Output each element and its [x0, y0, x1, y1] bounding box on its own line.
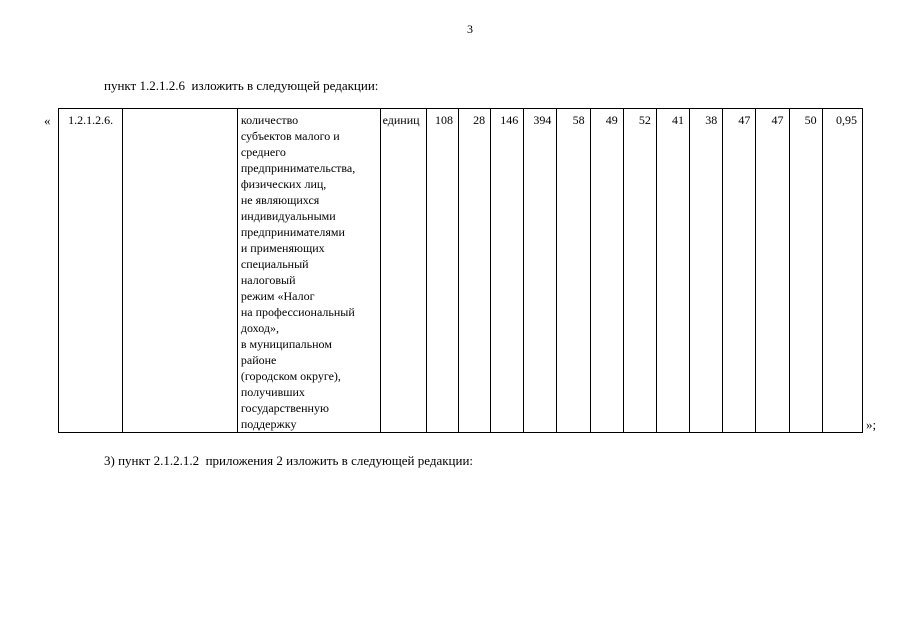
description-cell — [237, 109, 380, 433]
description-line: предпринимателями — [240, 225, 345, 239]
value-cell: 47 — [756, 109, 789, 433]
value-cell: 49 — [590, 109, 623, 433]
unit-cell: единиц — [380, 109, 426, 433]
description-line: в муниципальном — [240, 337, 332, 351]
value-cell: 58 — [557, 109, 590, 433]
description-line: режим «Налог — [240, 289, 315, 303]
description-line: физических лиц, — [240, 177, 327, 191]
description-line: на профессиональный — [240, 305, 355, 319]
value-cell: 394 — [524, 109, 557, 433]
indicator-table — [58, 108, 863, 433]
empty-cell — [123, 109, 238, 433]
value-cell: 47 — [723, 109, 756, 433]
description-line: доход», — [240, 321, 279, 335]
value-cell: 146 — [491, 109, 524, 433]
footer-paragraph: 3) пункт 2.1.2.1.2 приложения 2 изложить в следующей редакции: — [104, 453, 474, 468]
description-line: индивидуальными — [240, 209, 336, 223]
closing-quote: »; — [866, 417, 877, 432]
intro-paragraph: пункт 1.2.1.2.6 изложить в следующей редакции: — [104, 78, 379, 93]
description-line: среднего — [240, 145, 286, 159]
description-line: государственную — [240, 401, 329, 415]
description-line: (городском округе), — [240, 369, 341, 383]
description-line: субъектов малого и — [240, 129, 340, 143]
description-line: поддержку — [240, 417, 297, 431]
description-line: не являющихся — [240, 193, 320, 207]
page-number: 3 — [467, 22, 473, 36]
value-cell: 0,95 — [822, 109, 862, 433]
table-row — [59, 109, 863, 433]
value-cell: 41 — [656, 109, 689, 433]
description-line: количество — [240, 113, 299, 127]
description-line: получивших — [240, 385, 305, 399]
value-cell: 52 — [623, 109, 656, 433]
description-line: налоговый — [240, 273, 296, 287]
description-line: и применяющих — [240, 241, 325, 255]
value-cell: 28 — [458, 109, 490, 433]
value-cell: 38 — [690, 109, 723, 433]
description-line: специальный — [240, 257, 309, 271]
value-cell: 108 — [426, 109, 458, 433]
description-line: предпринимательства, — [240, 161, 356, 175]
value-cell: 50 — [789, 109, 822, 433]
opening-quote: « — [44, 113, 51, 128]
description-line: районе — [240, 353, 277, 367]
row-code-cell: 1.2.1.2.6. — [59, 109, 123, 433]
